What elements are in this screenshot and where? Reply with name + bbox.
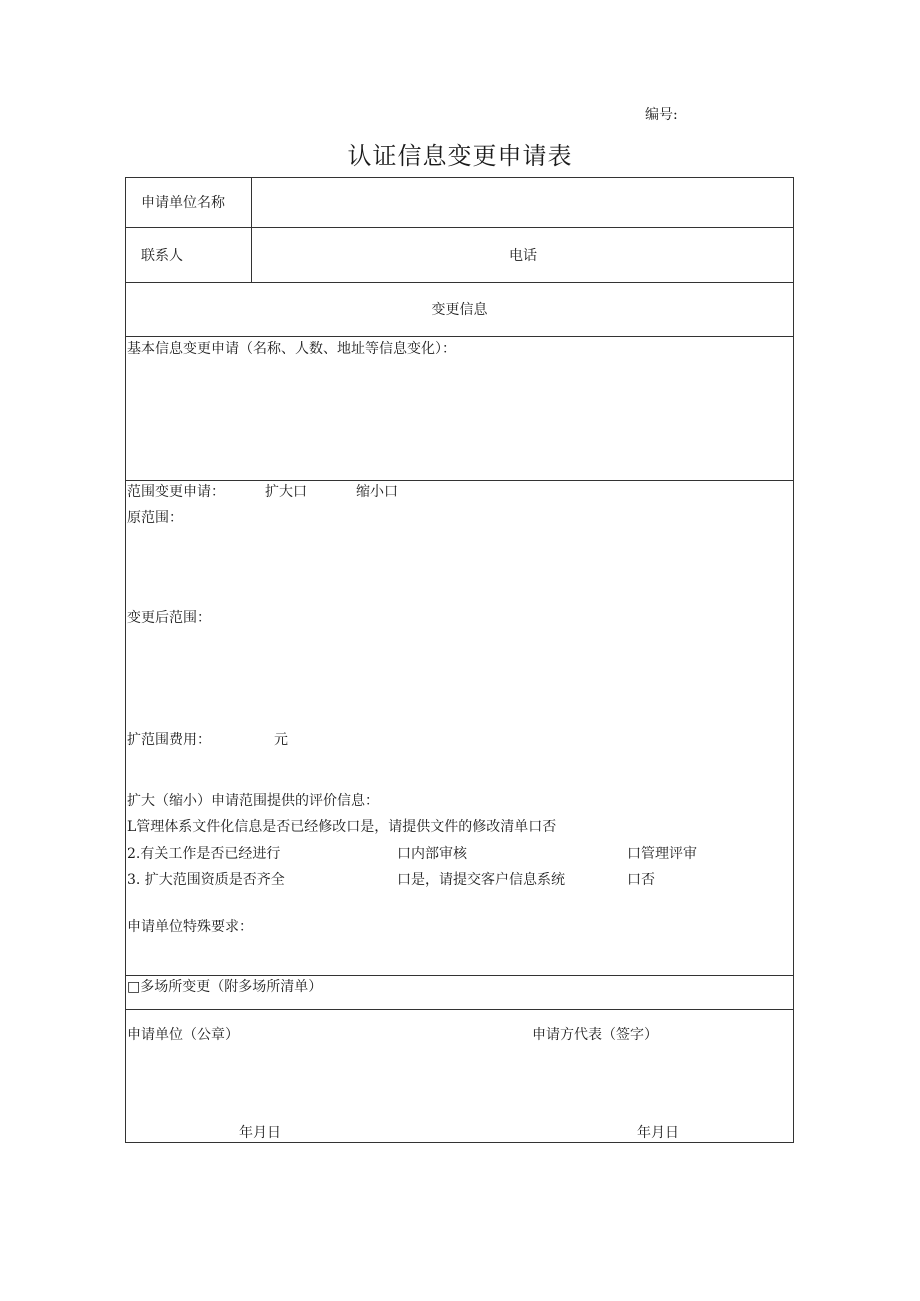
qualification-no-checkbox[interactable]: 口否 [627, 872, 655, 888]
basic-info-change-label: 基本信息变更申请（名称、人数、地址等信息变化）： [127, 341, 456, 357]
expand-scope-checkbox[interactable]: 扩大口 [265, 484, 307, 500]
change-info-section-title: 变更信息 [431, 302, 488, 318]
shrink-scope-checkbox[interactable]: 缩小口 [356, 484, 398, 500]
special-requirements-label: 申请单位特殊要求： [127, 919, 253, 935]
unit-name-label: 申请单位名称 [141, 195, 225, 211]
evaluation-item-1: L管理体系文件化信息是否已经修改口是，请提供文件的修改清单口否 [127, 819, 557, 835]
new-scope-label: 变更后范围： [127, 610, 211, 626]
column-divider [251, 178, 252, 282]
row-divider [126, 282, 793, 283]
expansion-fee-label: 扩范围费用： [127, 732, 211, 748]
unit-seal-label: 申请单位（公章） [127, 1027, 239, 1043]
multi-site-change-checkbox[interactable]: □多场所变更（附多场所清单） [127, 979, 323, 995]
seal-date-label: 年月日 [239, 1125, 281, 1141]
internal-audit-checkbox[interactable]: 口内部审核 [397, 846, 467, 862]
row-divider [126, 1009, 793, 1010]
serial-number-label: 编号: [645, 107, 678, 123]
form-title: 认证信息变更申请表 [347, 142, 573, 170]
row-divider [126, 227, 793, 228]
evaluation-item-2-label: 2.有关工作是否已经进行 [127, 846, 281, 862]
row-divider [126, 480, 793, 481]
row-divider [126, 975, 793, 976]
application-form [125, 177, 794, 1143]
scope-change-label: 范围变更申请： [127, 484, 225, 500]
fee-unit-label: 元 [274, 732, 288, 748]
qualification-yes-checkbox[interactable]: 口是，请提交客户信息系统 [397, 872, 565, 888]
original-scope-label: 原范围： [127, 510, 183, 526]
phone-label: 电话 [509, 248, 537, 264]
evaluation-item-3-label: 3. 扩大范围资质是否齐全 [127, 872, 285, 888]
row-divider [126, 336, 793, 337]
signature-date-label: 年月日 [637, 1125, 679, 1141]
management-review-checkbox[interactable]: 口管理评审 [627, 846, 697, 862]
evaluation-info-title: 扩大（缩小）申请范围提供的评价信息： [127, 793, 379, 809]
contact-label: 联系人 [141, 248, 183, 264]
representative-signature-label: 申请方代表（签字） [532, 1027, 658, 1043]
